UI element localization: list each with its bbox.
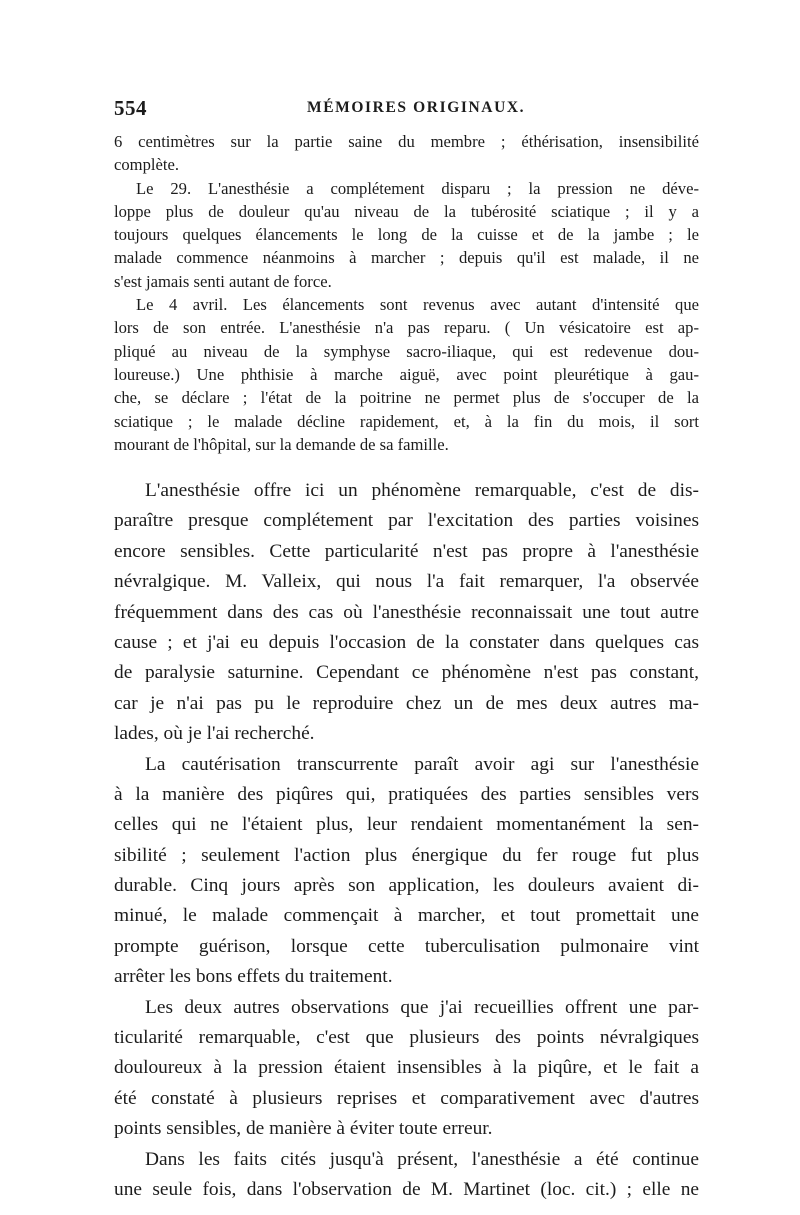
text-line: L'anesthésie offre ici un phénomène remarquable, c'est de dis- bbox=[145, 480, 699, 501]
text-line: lades, où je l'ai recherché. bbox=[114, 723, 315, 745]
text-line: Le 29. L'anesthésie a complétement disparu ; la pression ne déve- bbox=[136, 178, 699, 198]
text-line: Les deux autres observations que j'ai recueillies offrent une par- bbox=[145, 996, 699, 1018]
text-line: encore sensibles. Cette particularité n'est pas propre à l'anesthésie bbox=[114, 540, 699, 562]
text-line: pliqué au niveau de la symphyse sacro-iliaque, qui est redevenue dou- bbox=[114, 341, 699, 361]
text-line: fréquemment dans des cas où l'anesthésie reconnaissait une tout autre bbox=[114, 601, 699, 623]
text-line: sciatique ; le malade décline rapidement, et, à la fin du mois, il sort bbox=[114, 411, 699, 431]
text-line: sibilité ; seulement l'action plus énergique du fer rouge fut plus bbox=[114, 844, 699, 866]
text-line: complète. bbox=[114, 155, 179, 175]
case-notes-paragraph bbox=[114, 130, 699, 456]
text-line: cause ; et j'ai eu depuis l'occasion de la constater dans quelques cas bbox=[114, 631, 699, 653]
text-line: s'est jamais senti autant de force. bbox=[114, 271, 332, 291]
commentary-paragraphs bbox=[114, 476, 699, 1205]
page-number: 554 bbox=[114, 96, 147, 120]
text-line: douloureux à la pression étaient insensibles à la piqûre, et le fait a bbox=[114, 1057, 699, 1079]
text-line: lors de son entrée. L'anesthésie n'a pas reparu. ( Un vésicatoire est ap- bbox=[114, 318, 699, 338]
text-line: car je n'ai pas pu le reproduire chez un de mes deux autres ma- bbox=[114, 692, 699, 714]
text-line: paraître presque complétement par l'excitation des parties voisines bbox=[114, 510, 699, 532]
text-line: Dans les faits cités jusqu'à présent, l'anesthésie a été continue bbox=[145, 1148, 699, 1170]
text-line: névralgique. M. Valleix, qui nous l'a fait remarquer, l'a observée bbox=[114, 571, 699, 593]
text-line: loureuse.) Une phthisie à marche aiguë, avec point pleurétique à gau- bbox=[114, 364, 699, 384]
text-line: loppe plus de douleur qu'au niveau de la tubérosité sciatique ; il y a bbox=[114, 201, 699, 221]
text-line: durable. Cinq jours après son application, les douleurs avaient di- bbox=[114, 875, 699, 897]
text-line: prompte guérison, lorsque cette tuberculisation pulmonaire vint bbox=[114, 935, 699, 957]
text-line: Le 4 avril. Les élancements sont revenus avec autant d'intensité que bbox=[136, 295, 699, 315]
text-line: à la manière des piqûres qui, pratiquées des parties sensibles vers bbox=[114, 783, 699, 805]
text-line: points sensibles, de manière à éviter toute erreur. bbox=[114, 1118, 493, 1140]
text-line: minué, le malade commençait à marcher, et tout promettait une bbox=[114, 905, 699, 927]
text-line: malade commence néanmoins à marcher ; depuis qu'il est malade, il ne bbox=[114, 248, 699, 268]
running-head bbox=[114, 96, 699, 124]
text-line: che, se déclare ; l'état de la poitrine ne permet plus de s'occuper de la bbox=[114, 388, 699, 408]
text-line: La cautérisation transcurrente paraît avoir agi sur l'anesthésie bbox=[145, 753, 699, 775]
text-line: celles qui ne l'étaient plus, leur rendaient momentanément la sen- bbox=[114, 814, 699, 836]
text-line: toujours quelques élancements le long de la cuisse et de la jambe ; le bbox=[114, 225, 699, 245]
text-line: arrêter les bons effets du traitement. bbox=[114, 966, 393, 988]
running-title: MÉMOIRES ORIGINAUX. bbox=[307, 99, 526, 116]
text-line: été constaté à plusieurs reprises et comparativement avec d'autres bbox=[114, 1087, 699, 1109]
text-line: une seule fois, dans l'observation de M. Martinet (loc. cit.) ; elle ne bbox=[114, 1178, 699, 1200]
text-line: de paralysie saturnine. Cependant ce phénomène n'est pas constant, bbox=[114, 662, 699, 684]
text-line: 6 centimètres sur la partie saine du membre ; éthérisation, insensibilité bbox=[114, 132, 699, 151]
text-line: ticularité remarquable, c'est que plusieurs des points névralgiques bbox=[114, 1027, 699, 1049]
text-line: mourant de l'hôpital, sur la demande de sa famille. bbox=[114, 434, 449, 454]
